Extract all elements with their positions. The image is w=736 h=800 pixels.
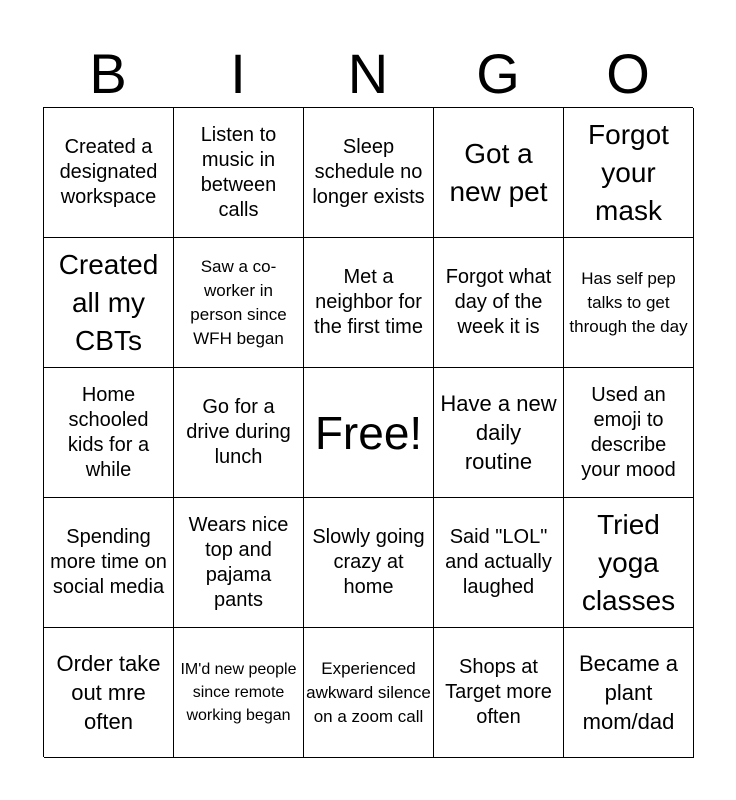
cell-label: Home schooled kids for a while — [67, 383, 150, 481]
cell-label: Forgot your mask — [588, 118, 669, 226]
bingo-cell-r1-c4[interactable] — [434, 108, 564, 238]
bingo-cell-r5-c1[interactable] — [44, 628, 174, 758]
header-letter-n: N — [347, 42, 389, 105]
bingo-cell-r4-c5[interactable] — [564, 498, 694, 628]
bingo-cell-r2-c3[interactable] — [304, 238, 434, 368]
bingo-cell-free[interactable] — [304, 368, 434, 498]
bingo-cell-r4-c4[interactable] — [434, 498, 564, 628]
cell-label: Became a plant mom/dad — [578, 651, 679, 734]
bingo-cell-r5-c5[interactable] — [564, 628, 694, 758]
bingo-cell-r4-c3[interactable] — [304, 498, 434, 628]
bingo-cell-r3-c2[interactable] — [174, 368, 304, 498]
free-space-label: Free! — [314, 406, 423, 459]
bingo-cell-r3-c5[interactable] — [564, 368, 694, 498]
cell-label: Slowly going crazy at home — [312, 526, 425, 598]
cell-label: Sleep schedule no longer exists — [312, 136, 425, 208]
bingo-board — [43, 107, 693, 757]
bingo-cell-r4-c2[interactable] — [174, 498, 304, 628]
cell-label: Wears nice top and pajama pants — [188, 513, 289, 611]
cell-label: Got a new pet — [449, 137, 548, 207]
cell-label: Have a new daily routine — [440, 391, 557, 474]
bingo-cell-r5-c4[interactable] — [434, 628, 564, 758]
bingo-cell-r1-c3[interactable] — [304, 108, 434, 238]
header-letter-o: O — [606, 42, 650, 105]
cell-label: Forgot what day of the week it is — [445, 266, 552, 338]
cell-label: Saw a co-worker in person since WFH began — [190, 256, 287, 348]
header-letter-i: I — [230, 42, 246, 105]
header-letter-g: G — [476, 42, 520, 105]
bingo-cell-r1-c1[interactable] — [44, 108, 174, 238]
bingo-cell-r5-c2[interactable] — [174, 628, 304, 758]
cell-label: Spending more time on social media — [50, 526, 167, 598]
bingo-header — [43, 40, 693, 108]
cell-label: Has self pep talks to get through the day — [569, 268, 688, 336]
cell-label: Listen to music in between calls — [200, 123, 277, 221]
bingo-cell-r4-c1[interactable] — [44, 498, 174, 628]
cell-label: Said "LOL" and actually laughed — [445, 526, 552, 598]
header-letter-b: B — [89, 42, 127, 105]
cell-label: Used an emoji to describe your mood — [581, 383, 676, 481]
cell-label: IM'd new people since remote working began — [180, 661, 297, 724]
cell-label: Created all my CBTs — [58, 248, 159, 356]
bingo-cell-r1-c5[interactable] — [564, 108, 694, 238]
bingo-cell-r3-c1[interactable] — [44, 368, 174, 498]
cell-label: Order take out mre often — [56, 651, 161, 734]
cell-label: Shops at Target more often — [445, 656, 552, 728]
bingo-cell-r2-c1[interactable] — [44, 238, 174, 368]
bingo-cell-r3-c4[interactable] — [434, 368, 564, 498]
bingo-cell-r2-c4[interactable] — [434, 238, 564, 368]
bingo-cell-r1-c2[interactable] — [174, 108, 304, 238]
bingo-cell-r2-c5[interactable] — [564, 238, 694, 368]
bingo-cell-r5-c3[interactable] — [304, 628, 434, 758]
cell-label: Experienced awkward silence on a zoom call — [306, 658, 431, 726]
cell-label: Created a designated workspace — [59, 136, 158, 208]
cell-label: Go for a drive during lunch — [186, 396, 291, 468]
cell-label: Met a neighbor for the first time — [314, 266, 423, 338]
bingo-cell-r2-c2[interactable] — [174, 238, 304, 368]
cell-label: Tried yoga classes — [581, 508, 676, 616]
